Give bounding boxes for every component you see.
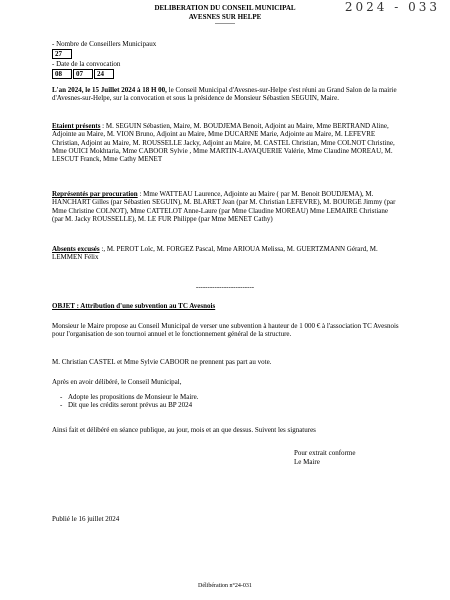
page-footer: Délibération n°24-031 — [198, 583, 252, 589]
intro-date: L'an 2024, le 15 Juillet 2024 à 18 H 00, — [52, 86, 167, 94]
procuration-label: Représentés par procuration — [52, 190, 138, 198]
convocation-label: - Date de la convocation — [52, 60, 121, 68]
decision-item: - Adopte les propositions de Monsieur le Maire. — [68, 393, 400, 401]
deliberation-paragraph: Après en avoir délibéré, le Conseil Municipal, — [52, 378, 182, 386]
procuration-paragraph — [52, 190, 400, 223]
closing-paragraph: Ainsi fait et délibéré en séance publique, au jour, mois et an que dessus. Suivent les signatures — [52, 426, 316, 434]
date-year: 24 — [94, 69, 114, 79]
absents-label: Absents excusés — [52, 245, 100, 253]
presents-paragraph — [52, 122, 400, 163]
section-separator: ------------------------- — [195, 283, 255, 291]
objet-label: OBJET : Attribution d'une subvention au TC Avesnois — [52, 302, 216, 310]
presents-text: : M. SEGUIN Sébastien, Maire, M. BOUDJEMA Benoit, Adjoint au Maire, Mme BERTRAND Aline, Adjointe au Maire, M. VION Bruno, Adjoint au Maire, Mme DUCARNE Marie, Adjointe au Maire, M. LEFEVRE Christian, Adjoint au Maire, M. ROUSSELLE Jacky, Adjoint au Maire, M. CASTEL Christian, Mme COLNOT Christine, Mme OUICI Mokhtaria, Mme CABOOR Sylvie , Mme MARTIN-LAVAQUERIE Valérie, Mme Claudine MOREAU, M. LESCUT Franck, Mme Cathy MENET — [52, 122, 395, 163]
document-title: DELIBERATION DU CONSEIL MUNICIPAL — [154, 4, 296, 12]
title-underline: ---------- — [215, 21, 235, 27]
intro-text: le Conseil Municipal d'Avesnes-sur-Helpe s'est réuni au Grand Salon de la mairie d'Avesnes-sur-Helpe, sur la convocation et sous la présidence de Monsieur Sébastien SEGUIN, Maire. — [52, 86, 397, 103]
absents-text: :, M. PEROT Loïc, M. FORGEZ Pascal, Mme ARIOUA Melissa, M. GUERTZMANN Gérard, M. LEMMEN Félix — [52, 245, 378, 262]
date-month: 07 — [73, 69, 93, 79]
date-day: 08 — [52, 69, 72, 79]
conseillers-count-box — [52, 49, 73, 59]
conseillers-count: 27 — [52, 49, 72, 59]
publication-date: Publié le 16 juillet 2024 — [52, 515, 120, 523]
proposal-paragraph: Monsieur le Maire propose au Conseil Municipal de verser une subvention à hauteur de 1 000 € à l'association TC Avesnois pour l'organisation de son tournoi annuel et le fonctionnement général de la structure. — [52, 322, 399, 339]
commune-name: AVESNES SUR HELPE — [188, 13, 262, 21]
conseillers-label: - Nombre de Conseillers Municipaux — [52, 40, 157, 48]
decision-item: - Dit que les crédits seront prévus au BP 2024 — [68, 401, 400, 409]
objet-heading — [52, 302, 400, 310]
deliberation-reference: 2024 - 033 — [344, 0, 440, 14]
signature-line1: Pour extrait conforme — [294, 449, 356, 457]
intro-paragraph — [52, 86, 400, 103]
absents-paragraph — [52, 245, 400, 262]
abstention-paragraph: M. Christian CASTEL et Mme Sylvie CABOOR ne prennent pas part au vote. — [52, 358, 272, 366]
convocation-date — [52, 69, 115, 79]
signature-line2: Le Maire — [294, 458, 320, 466]
procuration-text: : Mme WATTEAU Laurence, Adjointe au Maire ( par M. Benoit BOUDJEMA), M. HANCHART Gilles (par Sébastien SEGUIN), M. BLARET Jean (par M. Christian LEFEVRE), M. BOURGE Jimmy (par Mme Christine COLNOT), Mme CATTELOT Anne-Laure (par Mme Claudine MOREAU) Mme LEMAIRE Christiane (par M. Jacky ROUSSELLE), M. LE FUR Philippe (par Mme MENET Cathy) — [52, 190, 396, 223]
presents-label: Etaient présents — [52, 122, 101, 130]
decision-list — [52, 393, 400, 410]
